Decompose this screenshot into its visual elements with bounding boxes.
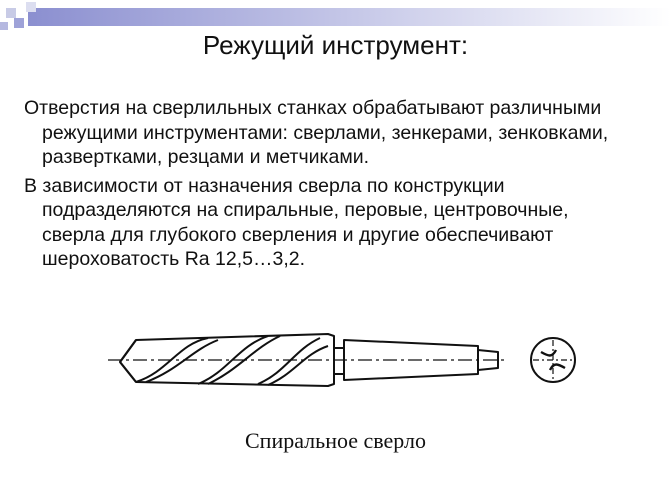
figure-caption: Спиральное сверло <box>245 428 426 453</box>
twist-drill-drawing <box>108 320 588 400</box>
decorative-squares-band <box>0 0 671 30</box>
paragraph-tools: Отверстия на сверлильных станках обрабатывают различными режущими инструментами: сверлами, зенкерами, зенковками, развертками, резцами и метчиками. <box>24 97 609 168</box>
slide-body <box>24 96 624 276</box>
slide-title: Режущий инструмент: <box>202 30 469 60</box>
paragraph-drill-types: В зависимости от назначения сверла по конструкции подразделяются на спиральные, перовые, центровочные, сверла для глубокого сверления и другие обеспечивают шероховатость Ra 12,5…3,2. <box>24 174 569 270</box>
